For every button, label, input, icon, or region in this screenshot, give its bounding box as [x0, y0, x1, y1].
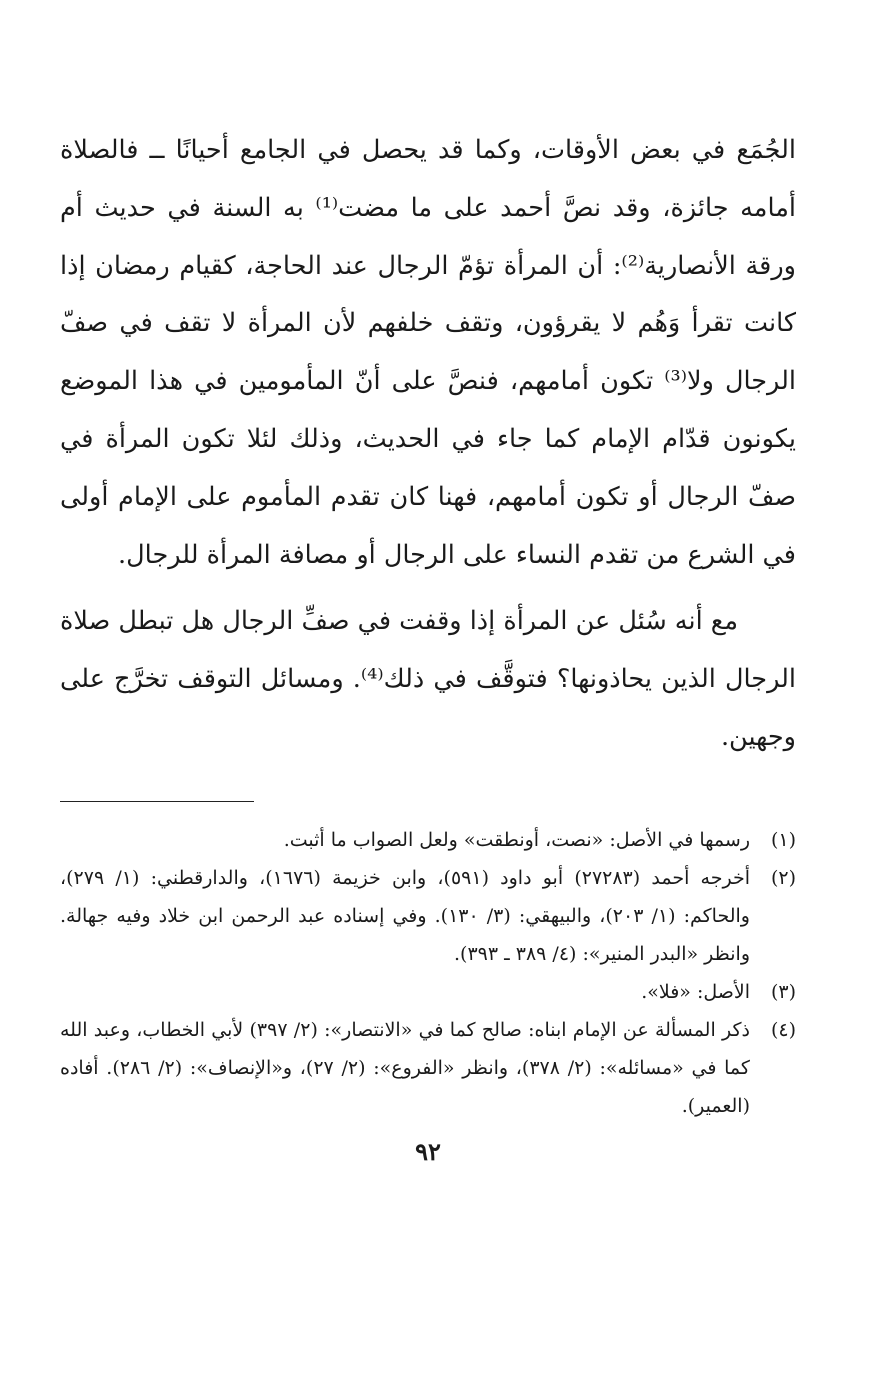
footnote — [60, 821, 796, 859]
footnote-number: (١) — [770, 828, 796, 851]
footnote — [60, 859, 796, 973]
footnote — [60, 973, 796, 1011]
footnote-number: (٣) — [770, 980, 796, 1003]
paragraph: مع أنه سُئل عن المرأة إذا وقفت في صفِّ الرجال هل تبطل صلاة الرجال الذين يحاذونها؟ فتوقَّف في ذلك⁽⁴⁾. ومسائل التوقف تخرَّج على وجهين. — [60, 606, 796, 752]
footnote-text: الأصل: «فلا». — [641, 980, 750, 1003]
footnote-text: رسمها في الأصل: «نصت، أونطقت» ولعل الصواب ما أثبت. — [283, 828, 750, 851]
footnote — [60, 1011, 796, 1125]
main-text — [60, 122, 796, 767]
footnote-text: أخرجه أحمد (٢٧٢٨٣) أبو داود (٥٩١)، وابن خزيمة (١٦٧٦)، والدارقطني: (١/ ٢٧٩)، والحاكم: (١/ ٢٠٣)، والبيهقي: (٣/ ١٣٠). وفي إسناده عبد الرحمن ابن خلاد وفيه جهالة. وانظر «البدر المنير»: (٤/ ٣٨٩ ـ ٣٩٣). — [60, 866, 750, 965]
footnotes — [60, 821, 796, 1125]
paragraph: الجُمَع في بعض الأوقات، وكما قد يحصل في الجامع أحيانًا ــ فالصلاة أمامه جائزة، وقد نصَّ أحمد على ما مضت⁽¹⁾ به السنة في حديث أم ورقة الأنصارية⁽²⁾: أن المرأة تؤمّ الرجال عند الحاجة، كقيام رمضان إذا كانت تقرأ وَهُم لا يقرؤون، وتقف خلفهم لأن المرأة لا تقف في صفّ الرجال ولا⁽³⁾ تكون أمامهم، فنصَّ على أنّ المأمومين في هذا الموضع يكونون قدّام الإمام كما جاء في الحديث، وذلك لئلا تكون المرأة في صفّ الرجال أو تكون أمامهم، فهنا كان تقدم المأموم على الإمام أولى في الشرع من تقدم النساء على الرجال أو مصافة المرأة للرجال. — [60, 135, 796, 570]
page-number: ٩٢ — [415, 1136, 441, 1166]
footnote-text: ذكر المسألة عن الإمام ابناه: صالح كما في «الانتصار»: (٢/ ٣٩٧) لأبي الخطاب، وعبد الله كما في «مسائله»: (٢/ ٣٧٨)، وانظر «الفروع»: (٢/ ٢٧)، و«الإنصاف»: (٢/ ٢٨٦). أفاده (العمير). — [60, 1018, 750, 1117]
footnote-number: (٤) — [770, 1018, 796, 1041]
footnote-number: (٢) — [770, 866, 796, 889]
book-page — [60, 122, 796, 1166]
footnote-separator — [60, 801, 254, 802]
